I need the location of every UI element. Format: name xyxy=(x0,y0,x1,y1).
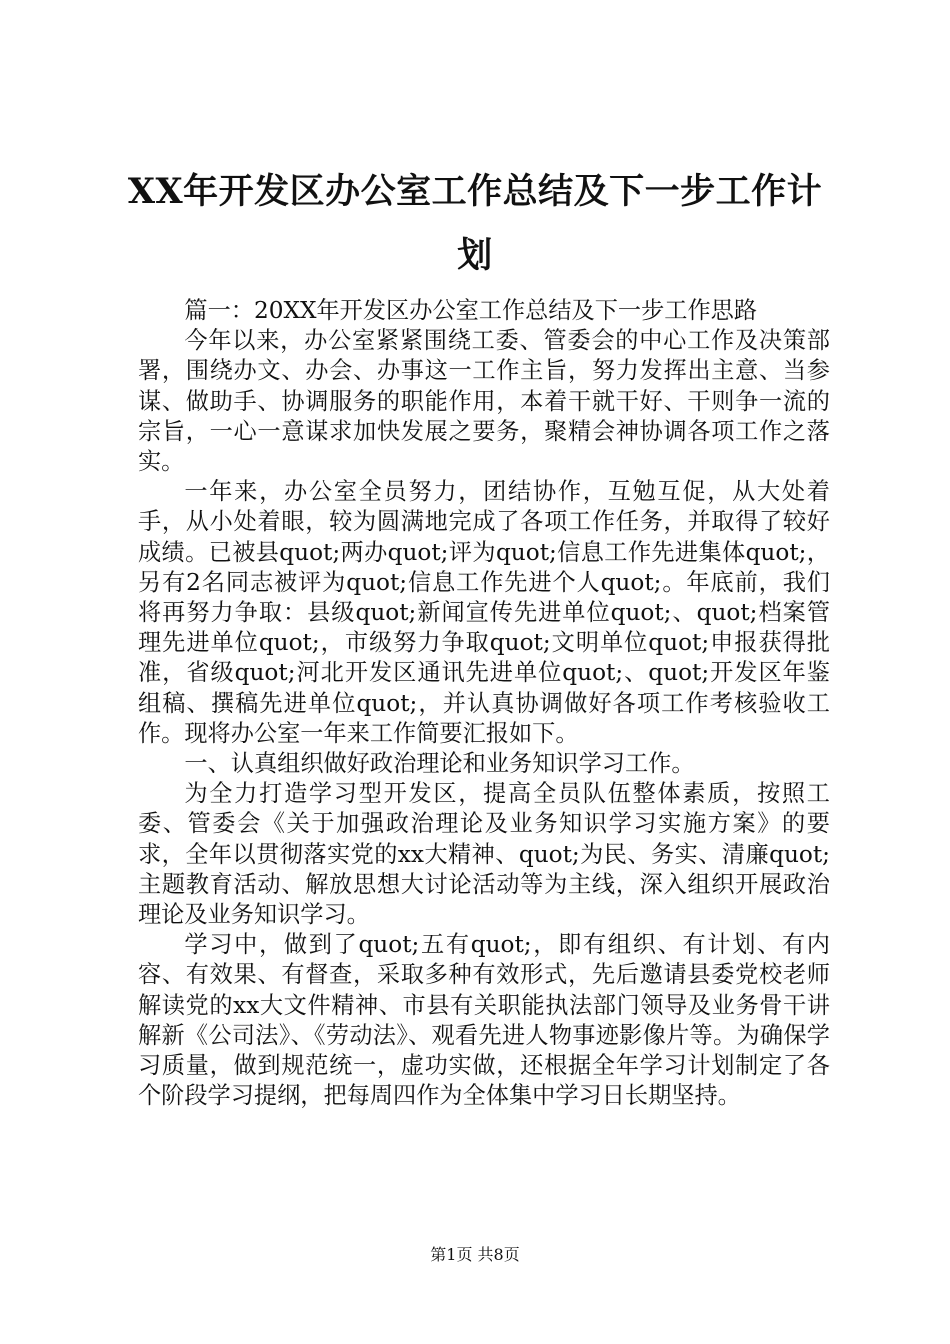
page-number-footer: 第1页 共8页 xyxy=(430,1245,520,1264)
section-heading: 一、认真组织做好政治理论和业务知识学习工作。 xyxy=(184,750,695,778)
body-paragraph: 一年来，办公室全员努力，团结协作，互勉互促，从大处着手，从小处着眼，较为圆满地完成了各项工作任务，并取得了较好成绩。已被县quot;两办quot;评为quot;信息工作先进集体quot;，另有2名同志被评为quot;信息工作先进个人quot;。年底前，我们将再努力争取：县级quot;新闻宣传先进单位quot;、quot;档案管理先进单位quot;，市级努力争取quot;文明单位quot;申报获得批准，省级quot;河北开发区通讯先进单位quot;、quot;开发区年鉴组稿、撰稿先进单位quot;，并认真协调做好各项工作考核验收工作。现将办公室一年来工作简要汇报如下。 xyxy=(138,478,830,747)
body-paragraph: 今年以来，办公室紧紧围绕工委、管委会的中心工作及决策部署，围绕办文、办会、办事这一工作主旨，努力发挥出主意、当参谋、做助手、协调服务的职能作用，本着干就干好、干则争一流的宗旨，一心一意谋求加快发展之要务，聚精会神协调各项工作之落实。 xyxy=(138,327,830,476)
body-paragraph: 学习中，做到了quot;五有quot;，即有组织、有计划、有内容、有效果、有督查，采取多种有效形式，先后邀请县委党校老师解读党的xx大文件精神、市县有关职能执法部门领导及业务骨干讲解新《公司法》、《劳动法》、观看先进人物事迹影像片等。为确保学习质量，做到规范统一，虚功实做，还根据全年学习计划制定了各个阶段学习提纲，把每周四作为全体集中学习日长期坚持。 xyxy=(138,931,830,1110)
document-body xyxy=(138,296,830,1111)
document-title: XX年开发区办公室工作总结及下一步工作计划 xyxy=(127,171,823,276)
body-paragraph: 为全力打造学习型开发区，提高全员队伍整体素质，按照工委、管委会《关于加强政治理论及业务知识学习实施方案》的要求，全年以贯彻落实党的xx大精神、quot;为民、务实、清廉quot;主题教育活动、解放思想大讨论活动等为主线，深入组织开展政治理论及业务知识学习。 xyxy=(138,780,830,929)
section-heading: 篇一：20XX年开发区办公室工作总结及下一步工作思路 xyxy=(184,297,758,324)
